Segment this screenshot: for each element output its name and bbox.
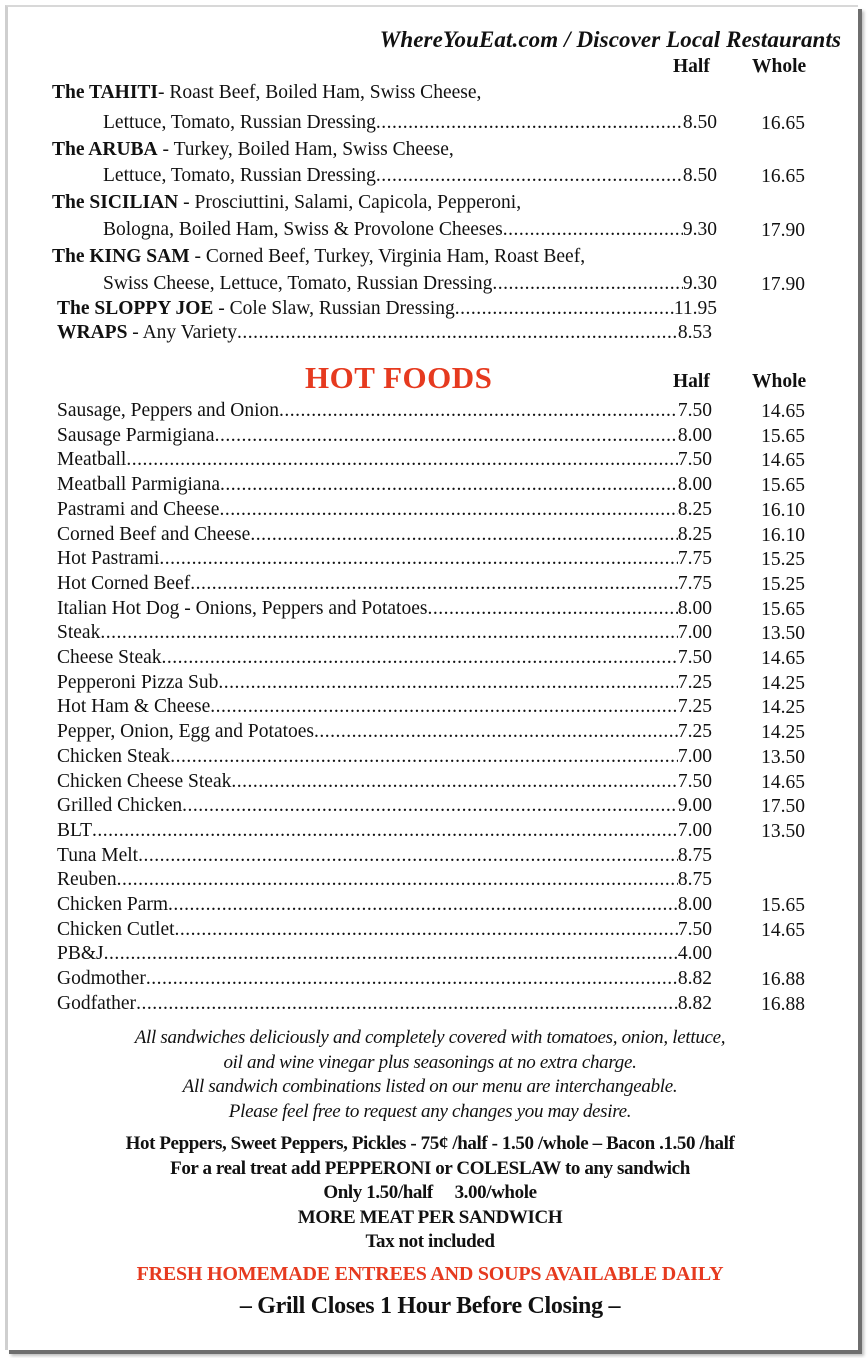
item-name: Corned Beef and Cheese [57,523,251,545]
item-name: The ARUBA [52,139,158,160]
price-whole: 15.65 [761,895,805,916]
item-name: Godmother [57,968,146,990]
price-whole: 14.65 [761,401,805,422]
dot-leader [503,218,683,242]
menu-item-row [57,448,712,472]
price-whole: 16.88 [761,993,805,1015]
price-half: 8.53 [677,322,712,343]
menu-item-row [57,597,712,621]
item-name: Pepper, Onion, Egg and Potatoes [57,721,315,743]
price-half: 7.75 [677,572,712,594]
item-description: Cole Slaw, Russian Dressing [229,298,455,319]
price-half: 7.00 [677,819,712,841]
item-description: Lettuce, Tomato, Russian Dressing [103,112,376,133]
item-label [57,321,237,345]
dot-leader [136,992,678,1016]
price-half: 9.00 [677,795,712,817]
item-name: Chicken Cutlet [57,918,175,940]
menu-item-row [57,473,712,497]
menu-item-row [57,844,712,868]
price-whole: 14.25 [761,672,805,694]
extras-line: Hot Peppers, Sweet Peppers, Pickles - 75¢ /half - 1.50 /whole – Bacon .1.50 /half [125,1133,735,1154]
price-whole: 17.50 [761,796,805,818]
price-whole: 14.25 [761,722,805,744]
item-name: Hot Ham & Cheese [57,696,211,718]
menu-item-row [57,498,712,522]
dot-leader [455,297,674,321]
price-whole: 13.50 [761,623,805,645]
menu-item-price-line [103,272,717,296]
dot-leader [210,695,678,719]
dot-leader [146,967,678,991]
item-name: WRAPS [57,322,128,343]
item-name: Chicken Parm [57,894,169,915]
item-name: Chicken Cheese Steak [57,770,232,792]
menu-item-price-line [103,111,717,135]
price-whole: 16.88 [761,969,805,991]
price-half: 7.00 [677,745,712,767]
separator: - [157,139,174,160]
price-whole: 16.10 [761,524,805,546]
menu-item-row [57,893,712,917]
dot-leader [376,111,683,135]
item-description: Prosciuttini, Salami, Capicola, Pepperoni, [194,192,522,213]
separator: - [158,82,170,103]
menu-item-row [57,621,712,645]
price-whole: 15.25 [761,549,805,571]
price-half: 8.82 [677,992,712,1014]
item-name: Italian Hot Dog - Onions, Peppers and Potatoes [57,597,428,619]
menu-item-row [57,918,712,942]
dot-leader [492,272,683,296]
dot-leader [170,745,678,769]
column-header-half: Half [673,56,710,77]
price-whole: 15.65 [761,425,805,447]
price-whole: 15.65 [761,598,805,620]
price-half: 7.50 [677,400,712,421]
dot-leader [92,819,678,843]
site-title: WhereYouEat.com / Discover Local Restaurants [379,27,841,52]
item-name: Cheese Steak [57,647,162,668]
extras-notes [0,1132,860,1255]
grill-closing-notice: – Grill Closes 1 Hour Before Closing – [239,1293,621,1319]
price-half: 4.00 [677,943,712,965]
price-half: 7.50 [677,770,712,792]
menu-item-row [57,942,712,966]
note-line: All sandwiches deliciously and completely covered with tomatoes, onion, lettuce, [134,1027,726,1048]
price-whole: 17.90 [761,220,805,241]
price-half: 8.75 [677,844,712,866]
price-half: 7.25 [677,721,712,743]
price-half: 8.00 [677,474,712,496]
dot-leader [175,918,678,942]
menu-item-title-line [52,81,481,105]
price-whole: 14.65 [761,450,805,472]
price-whole: 16.65 [761,113,805,134]
menu-item-row [57,297,717,321]
dot-leader [138,844,678,868]
item-label [57,297,455,321]
price-half: 8.00 [677,597,712,619]
note-line: All sandwich combinations listed on our menu are interchangeable. [182,1076,678,1097]
item-name: The KING SAM [52,246,190,267]
item-name: The SICILIAN [52,192,179,213]
menu-item-title-line [52,245,585,269]
extras-line: For a real treat add PEPPERONI or COLESLAW to any sandwich [170,1157,690,1179]
sandwich-notes [0,1026,860,1124]
item-name: Meatball Parmigiana [57,474,220,496]
menu-item-title-line [52,138,454,162]
item-name: Pastrami and Cheese [57,498,220,520]
item-name: Tuna Melt [57,844,139,866]
item-name: Steak [57,622,101,644]
price-half: 11.95 [673,298,717,319]
price-whole: 15.65 [761,475,805,497]
price-half: 9.30 [682,273,717,294]
dot-leader [190,572,678,596]
price-half: 7.00 [677,622,712,644]
dot-leader [314,720,678,744]
dot-leader [218,671,677,695]
menu-item-row [57,671,712,695]
menu-item-row [57,819,712,843]
item-name: Grilled Chicken [57,795,183,817]
extras-line: Tax not included [365,1231,495,1253]
dot-leader [215,424,678,448]
dot-leader [427,597,677,621]
price-half: 9.30 [682,219,717,240]
menu-item-price-line [103,218,717,242]
price-whole: 16.10 [761,499,805,521]
price-whole: 17.90 [761,274,805,295]
price-half: 7.25 [677,671,712,693]
price-whole: 15.25 [761,573,805,595]
item-description: Lettuce, Tomato, Russian Dressing [103,165,376,186]
item-name: The SLOPPY JOE [57,298,214,319]
menu-item-row [57,794,712,818]
price-half: 8.82 [677,968,712,990]
item-name: PB&J [57,943,104,965]
item-name: Meatball [57,449,127,471]
price-half: 8.00 [677,894,712,915]
item-name: BLT [57,819,93,841]
menu-item-row [57,321,712,345]
item-name: Sausage Parmigiana [57,424,215,446]
extras-line: MORE MEAT PER SANDWICH [297,1206,563,1228]
fresh-entrees-banner: FRESH HOMEMADE ENTREES AND SOUPS AVAILABLE DAILY [136,1263,724,1285]
price-half: 7.50 [677,918,712,940]
price-whole: 14.65 [761,919,805,941]
column-header-half: Half [673,371,710,392]
price-half: 7.50 [677,449,712,471]
item-name: Reuben [57,869,117,891]
dot-leader [104,942,678,966]
dot-leader [100,621,678,645]
item-name: Hot Pastrami [57,548,160,570]
note-line: oil and wine vinegar plus seasonings at no extra charge. [223,1051,637,1073]
dot-leader [376,164,683,188]
price-whole: 14.65 [761,648,805,669]
note-line: Please feel free to request any changes you may desire. [228,1100,632,1122]
price-whole: 14.65 [761,771,805,793]
item-name: Hot Corned Beef [57,572,191,594]
menu-item-row [57,399,712,423]
menu-item-row [57,646,712,670]
price-whole: 13.50 [761,820,805,842]
price-half: 8.25 [677,523,712,545]
item-description: Swiss Cheese, Lettuce, Tomato, Russian Dressing [103,273,493,294]
menu-item-row [57,868,712,892]
dot-leader [117,868,678,892]
item-name: Chicken Steak [57,745,171,767]
hot-foods-title: HOT FOODS [305,360,493,395]
item-name: The TAHITI [52,82,159,103]
menu-item-row [57,547,712,571]
item-name: Godfather [57,992,137,1014]
item-name: Pepperoni Pizza Sub [57,671,219,693]
menu-item-row [57,523,712,547]
dot-leader [237,321,678,345]
dot-leader [219,498,677,522]
dot-leader [159,547,678,571]
price-whole: 13.50 [761,746,805,768]
menu-item-row [57,424,712,448]
menu-item-row [57,572,712,596]
menu-item-row [57,967,712,991]
price-half: 8.75 [677,869,712,891]
menu-item-row [57,992,712,1016]
item-description: Turkey, Boiled Ham, Swiss Cheese, [173,139,454,160]
price-half: 8.25 [677,498,712,520]
dot-leader [279,399,678,423]
menu-item-row [57,720,712,744]
item-description: Any Variety [142,322,238,343]
separator: - [178,192,195,213]
price-half: 8.50 [682,165,717,186]
column-header-whole: Whole [752,371,807,392]
menu-item-row [57,695,712,719]
dot-leader [220,473,678,497]
price-half: 8.00 [677,424,712,446]
menu-item-title-line [52,191,521,215]
price-half: 8.50 [682,112,717,133]
item-description: Corned Beef, Turkey, Virginia Ham, Roast Beef, [205,246,586,267]
item-description: Roast Beef, Boiled Ham, Swiss Cheese, [169,82,482,103]
separator: - [213,298,230,319]
price-half: 7.75 [677,548,712,570]
dot-leader [126,448,678,472]
menu-item-row [57,745,712,769]
price-half: 7.25 [677,696,712,718]
dot-leader [250,523,678,547]
dot-leader [168,893,678,917]
price-half: 7.50 [677,647,712,668]
price-whole: 16.65 [761,166,805,187]
column-header-whole: Whole [752,56,807,77]
extras-line: Only 1.50/half 3.00/whole [323,1182,537,1204]
item-name: Sausage, Peppers and Onion [57,400,280,421]
dot-leader [182,794,678,818]
dot-leader [162,646,678,670]
separator: - [127,322,143,343]
separator: - [189,246,206,267]
menu-item-row [57,770,712,794]
menu-item-price-line [103,164,717,188]
dot-leader [231,770,678,794]
price-whole: 14.25 [761,697,805,719]
item-description: Bologna, Boiled Ham, Swiss & Provolone Cheeses [103,219,503,240]
